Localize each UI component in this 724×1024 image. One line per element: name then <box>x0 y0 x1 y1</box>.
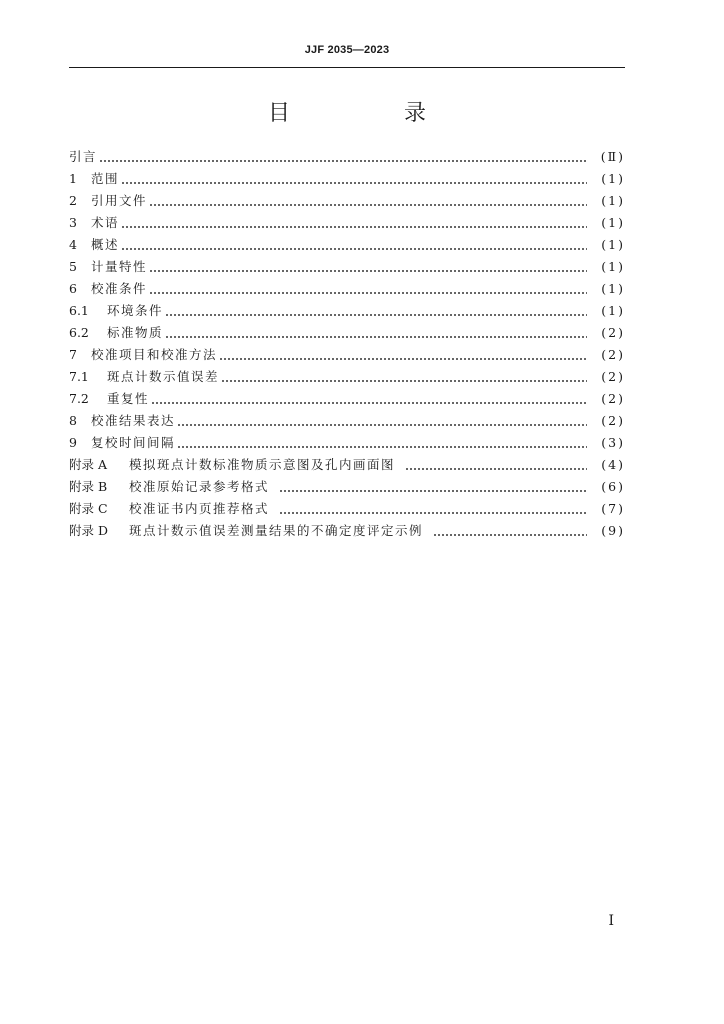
toc-entry-page: (1) <box>601 303 625 318</box>
toc-dot-leader <box>99 160 587 162</box>
toc-entry-label: 环境条件 <box>107 303 164 318</box>
toc-entry-label: 校准证书内页推荐格式 <box>129 501 270 516</box>
toc-entry-page: (1) <box>601 215 625 230</box>
header-rule <box>69 67 625 68</box>
toc-entry-number: 4 <box>69 237 77 252</box>
toc-entry[interactable] <box>69 454 625 476</box>
toc-dot-leader <box>121 248 587 250</box>
toc-dot-leader <box>149 204 587 206</box>
toc-entry-page: (1) <box>601 171 625 186</box>
toc-entry-page: (2) <box>601 369 625 384</box>
toc-entry-number: 6.2 <box>69 325 89 340</box>
toc-entry-label: 复校时间间隔 <box>91 435 176 450</box>
toc-entry[interactable] <box>69 256 625 278</box>
toc-entry[interactable] <box>69 190 625 212</box>
toc-dot-leader <box>177 446 587 448</box>
toc-entry-label: 校准结果表达 <box>91 413 176 428</box>
toc-entry[interactable] <box>69 388 625 410</box>
page-number: Ⅰ <box>608 913 614 929</box>
toc-title: 目 录 <box>267 101 472 126</box>
toc-entry-label: 标准物质 <box>107 325 164 340</box>
toc-entry[interactable] <box>69 278 625 300</box>
toc-dot-leader <box>279 490 587 492</box>
toc-entry-number: 2 <box>69 193 77 208</box>
toc-entry-label: 斑点计数示值误差 <box>107 369 220 384</box>
toc-entry-page: (1) <box>601 281 625 296</box>
toc-dot-leader <box>149 292 587 294</box>
toc-entry-number: 7 <box>69 347 77 362</box>
toc-entry-label: 校准项目和校准方法 <box>91 347 218 362</box>
toc-entry[interactable] <box>69 476 625 498</box>
toc-entry-page: (2) <box>601 325 625 340</box>
toc-entry-label: 模拟斑点计数标准物质示意图及孔内画面图 <box>129 457 396 472</box>
toc-entry-label: 引言 <box>69 149 98 164</box>
toc-entry-label: 重复性 <box>107 391 150 406</box>
toc-entry-number: 8 <box>69 413 77 428</box>
toc-entry-page: (7) <box>601 501 625 516</box>
toc-dot-leader <box>121 226 587 228</box>
toc-entry-number: 附录 D <box>69 523 108 538</box>
toc-entry-label: 斑点计数示值误差测量结果的不确定度评定示例 <box>129 523 424 538</box>
toc-entry-label: 校准原始记录参考格式 <box>129 479 270 494</box>
toc-dot-leader <box>219 358 587 360</box>
toc-entry-page: (9) <box>601 523 625 538</box>
toc-entry-number: 附录 B <box>69 479 108 494</box>
toc-entry-number: 6 <box>69 281 77 296</box>
toc-entry-page: (4) <box>601 457 625 472</box>
toc-entry[interactable] <box>69 432 625 454</box>
toc-entry[interactable] <box>69 344 625 366</box>
toc-entry-label: 校准条件 <box>91 281 148 296</box>
toc-entry-page: (3) <box>601 435 625 450</box>
table-of-contents <box>69 146 625 542</box>
toc-entry[interactable] <box>69 410 625 432</box>
toc-entry-number: 5 <box>69 259 77 274</box>
toc-entry-label: 范围 <box>91 171 120 186</box>
toc-entry-number: 附录 C <box>69 501 108 516</box>
toc-entry-page: (2) <box>601 413 625 428</box>
toc-entry-number: 7.1 <box>69 369 89 384</box>
toc-dot-leader <box>279 512 587 514</box>
toc-entry-page: (Ⅱ) <box>600 149 625 164</box>
toc-entry-label: 术语 <box>91 215 120 230</box>
toc-dot-leader <box>149 270 587 272</box>
toc-entry[interactable] <box>69 498 625 520</box>
toc-entry-number: 3 <box>69 215 77 230</box>
toc-entry-label: 计量特性 <box>91 259 148 274</box>
toc-entry[interactable] <box>69 234 625 256</box>
toc-entry-number: 9 <box>69 435 77 450</box>
toc-dot-leader <box>433 534 587 536</box>
toc-dot-leader <box>221 380 587 382</box>
toc-entry-page: (1) <box>601 193 625 208</box>
toc-dot-leader <box>165 314 587 316</box>
toc-entry-number: 6.1 <box>69 303 89 318</box>
toc-entry[interactable] <box>69 146 625 168</box>
toc-dot-leader <box>151 402 587 404</box>
toc-entry-label: 引用文件 <box>91 193 148 208</box>
toc-entry[interactable] <box>69 366 625 388</box>
toc-entry-number: 附录 A <box>69 457 108 472</box>
document-code-header: JJF 2035—2023 <box>304 44 390 56</box>
toc-entry[interactable] <box>69 322 625 344</box>
toc-dot-leader <box>165 336 587 338</box>
toc-entry[interactable] <box>69 212 625 234</box>
toc-entry-page: (2) <box>601 391 625 406</box>
toc-entry-page: (2) <box>601 347 625 362</box>
toc-entry-page: (1) <box>601 259 625 274</box>
toc-dot-leader <box>177 424 587 426</box>
toc-entry-page: (1) <box>601 237 625 252</box>
toc-entry-number: 7.2 <box>69 391 89 406</box>
toc-entry[interactable] <box>69 300 625 322</box>
toc-entry-page: (6) <box>601 479 625 494</box>
toc-dot-leader <box>405 468 587 470</box>
toc-dot-leader <box>121 182 587 184</box>
toc-entry[interactable] <box>69 168 625 190</box>
toc-entry[interactable] <box>69 520 625 542</box>
toc-entry-label: 概述 <box>91 237 120 252</box>
toc-entry-number: 1 <box>69 171 77 186</box>
